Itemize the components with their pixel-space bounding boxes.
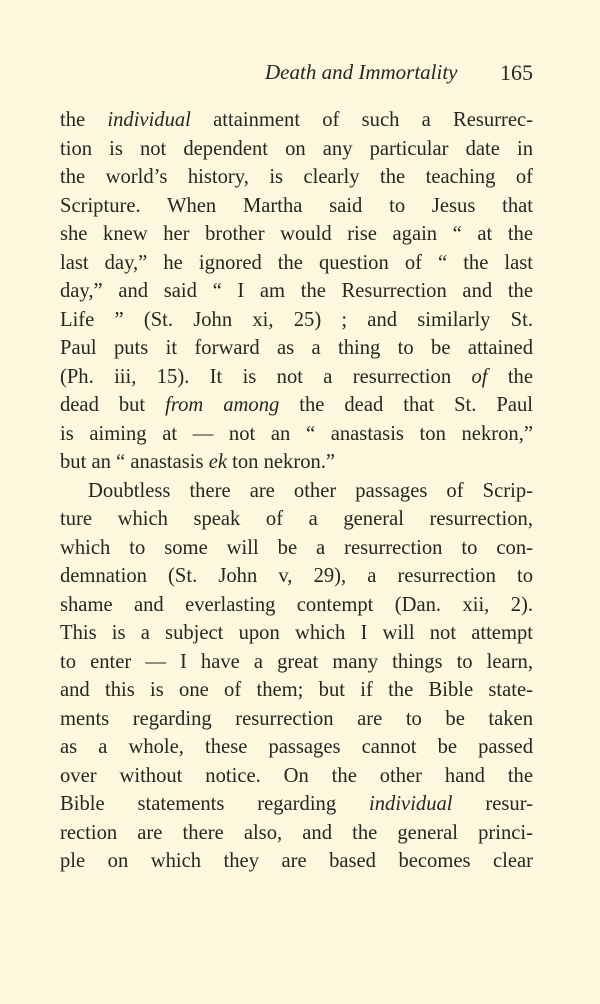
text-line [60,505,533,534]
text-span: the world’s history, is clearly the teaching of [60,166,533,188]
text-line [60,106,533,135]
text-line [60,477,533,506]
text-span: over without notice. On the other hand the [60,764,533,787]
body-text [60,106,533,876]
text-span: is aiming at — not an “ anastasis ton nekron,” [60,422,533,445]
text-span: (Ph. iii, 15). It is not a resurrection [60,365,472,388]
text-span: Bible statements regarding [60,793,370,815]
running-title: Death and Immortality [265,60,458,84]
italic-text: ek [208,451,227,473]
text-line [60,420,533,449]
text-line [60,562,533,591]
text-span: Doubtless there are other passages of Scrip- [88,479,533,502]
text-span: as a whole, these passages cannot be passed [60,736,533,758]
text-line [60,163,533,192]
text-line [60,733,533,762]
italic-text: individual [107,109,191,131]
italic-text: of [471,365,488,388]
text-line [60,334,533,363]
text-line [60,819,533,848]
text-line [60,591,533,620]
text-span: the [60,109,108,131]
text-span: attainment of such a Resurrec- [190,109,533,131]
text-span: the dead that St. Paul [279,394,533,416]
text-line [60,249,533,278]
text-span: last day,” he ignored the question of “ the last [60,251,533,274]
text-span: Scripture. When Martha said to Jesus that [60,194,533,217]
italic-text: from among [165,394,280,416]
text-span: resur- [452,793,533,815]
page-header [60,58,533,90]
text-span: Paul puts it forward as a thing to be attained [60,337,533,359]
text-line [60,619,533,648]
text-span: Life ” (St. John xi, 25) ; and similarly St. [60,308,533,331]
text-span: the [487,365,533,388]
text-span: ments regarding resurrection are to be taken [60,707,533,730]
text-line [60,220,533,249]
italic-text: individual [369,793,453,815]
text-line [60,762,533,791]
text-line [60,448,533,477]
text-line [60,391,533,420]
text-line [60,534,533,563]
text-line [60,277,533,306]
text-line [60,676,533,705]
text-span: tion is not dependent on any particular date in [60,137,533,160]
text-span: but an “ anastasis [60,451,209,473]
text-line [60,790,533,819]
text-line [60,648,533,677]
page-number: 165 [500,60,533,85]
text-span: ture which speak of a general resurrection, [60,508,533,530]
text-span: which to some will be a resurrection to con- [60,536,533,559]
text-span: she knew her brother would rise again “ at the [60,223,533,245]
text-span: ple on which they are based becomes clear [60,850,533,872]
text-span: and this is one of them; but if the Bible state- [60,679,533,701]
text-line [60,705,533,734]
text-line [60,363,533,392]
text-span: dead but [60,394,166,416]
text-span: ton nekron.” [226,451,336,473]
text-line [60,847,533,876]
text-line [60,306,533,335]
text-line [60,135,533,164]
text-span: This is a subject upon which I will not attempt [60,622,533,644]
text-span: demnation (St. John v, 29), a resurrection to [60,565,533,587]
text-span: to enter — I have a great many things to learn, [60,650,533,673]
text-span: shame and everlasting contempt (Dan. xii, 2). [60,593,533,616]
text-span: rection are there also, and the general princi- [60,821,533,844]
text-span: day,” and said “ I am the Resurrection and the [60,280,533,302]
text-line [60,192,533,221]
